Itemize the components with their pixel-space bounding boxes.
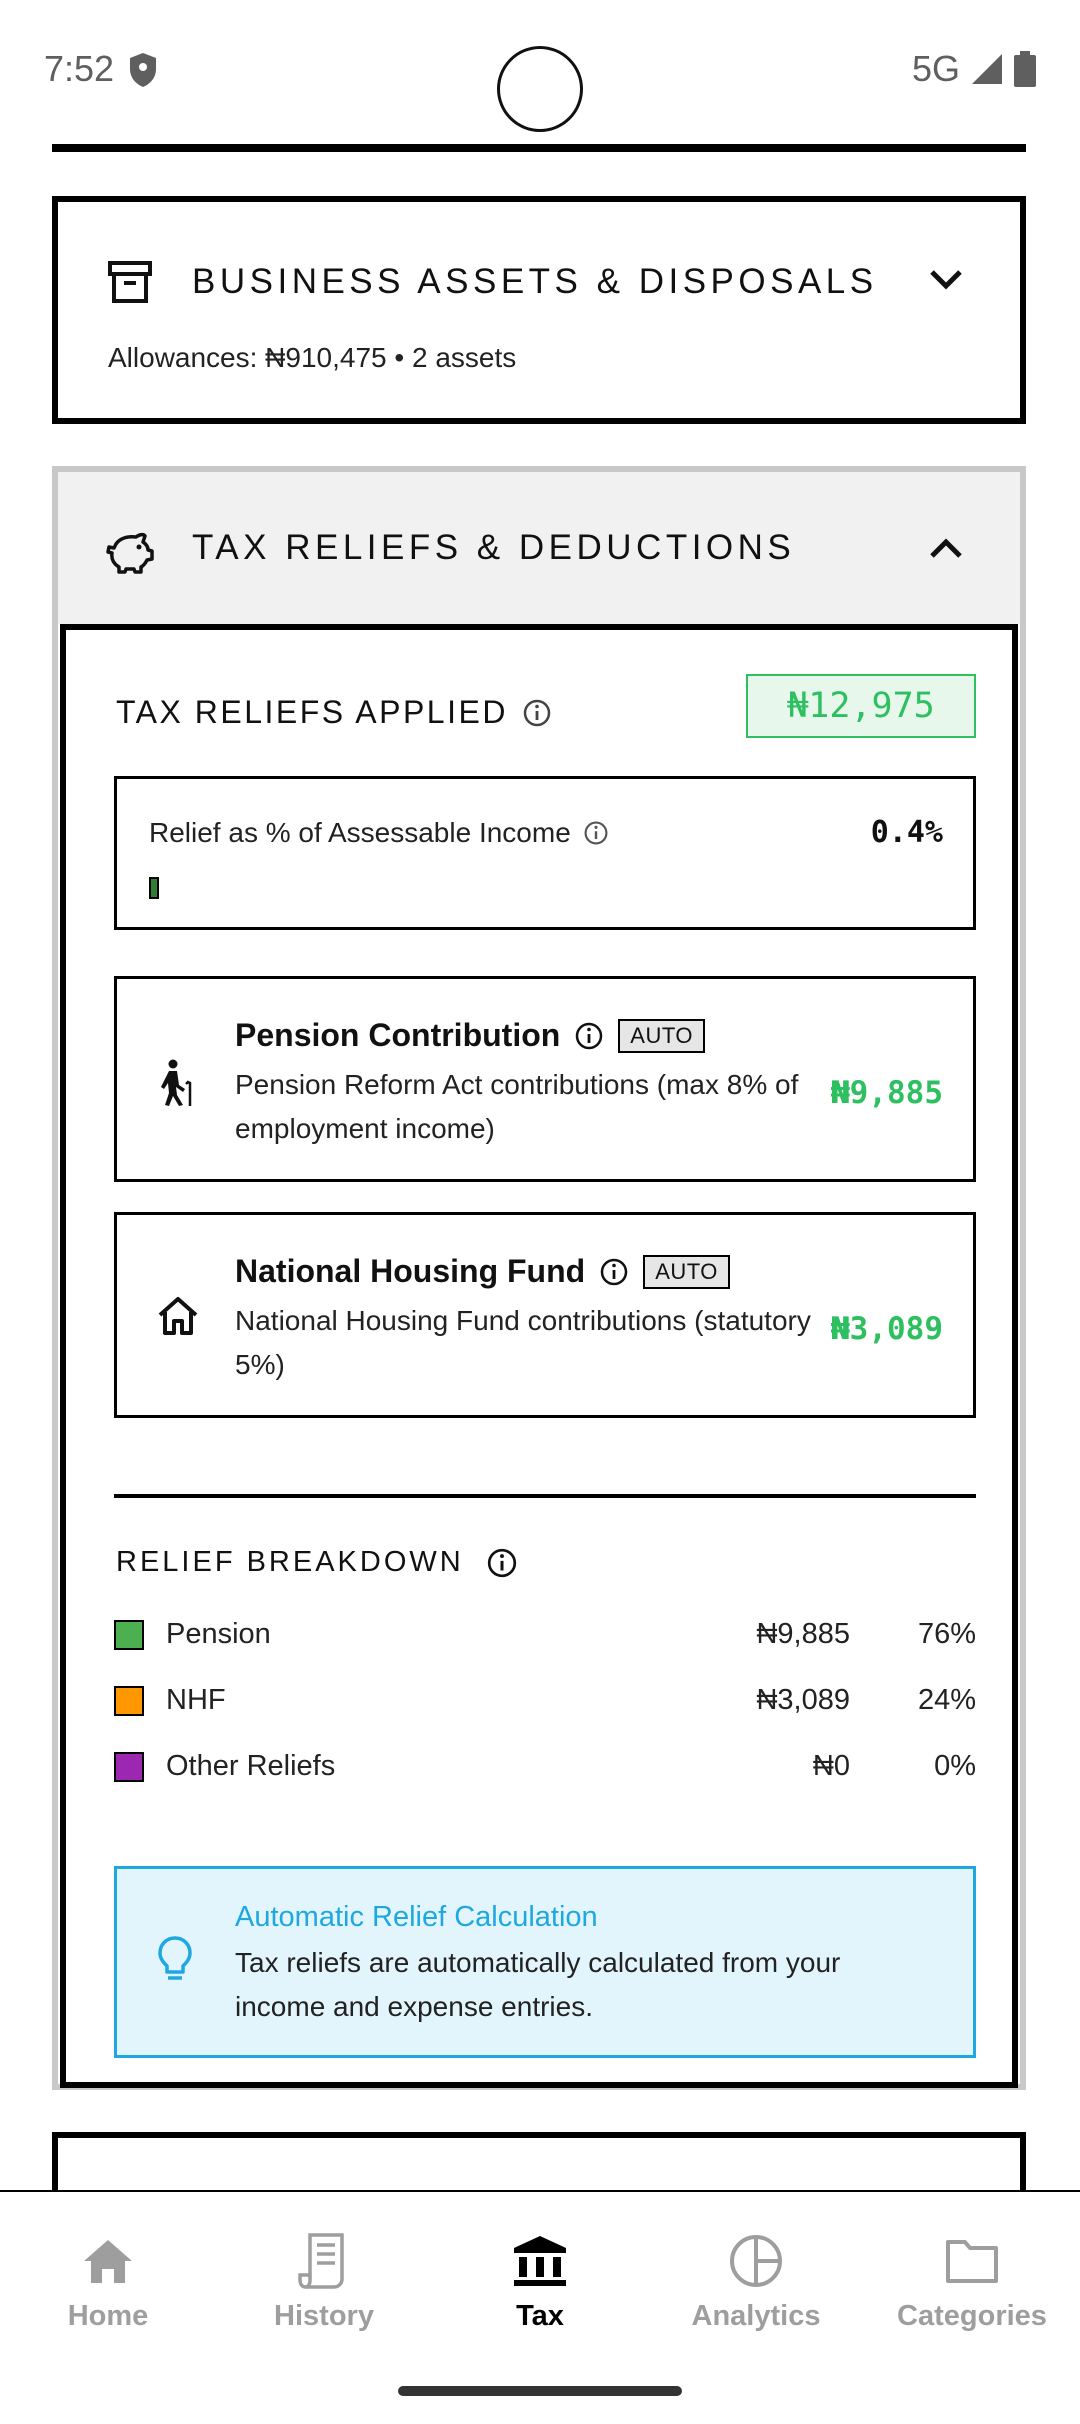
previous-card-bottom-edge xyxy=(52,144,1026,152)
legend-swatch xyxy=(114,1620,144,1650)
tax-reliefs-title: TAX RELIEFS & DEDUCTIONS xyxy=(192,528,796,567)
lightbulb-icon xyxy=(157,1935,193,1983)
status-time: 7:52 xyxy=(44,48,115,89)
chevron-down-icon[interactable] xyxy=(928,268,964,292)
breakdown-amount: ₦9,885 xyxy=(756,1618,850,1650)
info-icon[interactable] xyxy=(522,698,552,728)
nhf-title: National Housing Fund xyxy=(235,1253,586,1289)
pension-description: Pension Reform Act contributions (max 8% of employment income) xyxy=(235,1069,799,1144)
piggy-bank-icon xyxy=(106,528,154,576)
business-assets-summary: Allowances: ₦910,475 • 2 assets xyxy=(108,342,517,373)
nav-history-label: History xyxy=(274,2300,374,2332)
info-icon[interactable] xyxy=(486,1547,518,1579)
breakdown-percent: 76% xyxy=(917,1618,976,1650)
nav-categories[interactable] xyxy=(864,2192,1080,2362)
breakdown-percent: 24% xyxy=(917,1684,976,1716)
relief-breakdown-label: RELIEF BREAKDOWN xyxy=(116,1546,464,1578)
relief-item-pension[interactable] xyxy=(114,976,976,1182)
network-type: 5G xyxy=(911,48,960,89)
relief-percent-label: Relief as % of Assessable Income xyxy=(149,817,571,848)
breakdown-row-nhf xyxy=(114,1682,976,1722)
section-divider xyxy=(114,1494,976,1498)
nav-tax-label: Tax xyxy=(516,2300,564,2332)
relief-percent-box xyxy=(114,776,976,930)
breakdown-amount: ₦3,089 xyxy=(756,1684,850,1716)
receipt-icon xyxy=(298,2233,350,2289)
shield-icon xyxy=(128,52,158,88)
battery-icon xyxy=(1014,51,1036,87)
tax-reliefs-header[interactable] xyxy=(58,472,1020,624)
bank-icon xyxy=(512,2234,568,2288)
legend-swatch xyxy=(114,1752,144,1782)
reliefs-applied-label: TAX RELIEFS APPLIED xyxy=(116,694,508,730)
nav-history[interactable] xyxy=(216,2192,432,2362)
business-assets-card[interactable] xyxy=(52,196,1026,424)
info-icon[interactable] xyxy=(599,1257,629,1287)
house-icon xyxy=(157,1295,199,1337)
relief-percent-progress-fill xyxy=(149,877,159,899)
folder-icon xyxy=(945,2238,999,2284)
status-indicators xyxy=(912,48,1036,90)
tax-reliefs-content xyxy=(60,624,1018,2088)
chevron-up-icon[interactable] xyxy=(928,536,964,560)
breakdown-percent: 0% xyxy=(934,1750,976,1782)
auto-badge: AUTO xyxy=(618,1019,705,1053)
breakdown-name: NHF xyxy=(166,1684,226,1716)
relief-breakdown-heading xyxy=(116,1546,518,1579)
nhf-description: National Housing Fund contributions (statutory 5%) xyxy=(235,1305,811,1380)
info-icon[interactable] xyxy=(574,1021,604,1051)
relief-percent-progress xyxy=(149,877,945,899)
breakdown-name: Pension xyxy=(166,1618,271,1650)
pension-amount: ₦9,885 xyxy=(831,1075,943,1111)
nav-analytics[interactable] xyxy=(648,2192,864,2362)
legend-swatch xyxy=(114,1686,144,1716)
pension-title-row xyxy=(235,1017,705,1054)
pension-title: Pension Contribution xyxy=(235,1017,561,1053)
nhf-title-row xyxy=(235,1253,730,1290)
front-camera xyxy=(497,46,583,132)
relief-item-nhf[interactable] xyxy=(114,1212,976,1418)
reliefs-applied-heading xyxy=(116,694,552,731)
signal-icon xyxy=(970,52,1004,86)
breakdown-row-other xyxy=(114,1748,976,1788)
nav-tax[interactable] xyxy=(432,2192,648,2362)
relief-percent-label-row xyxy=(149,817,609,849)
breakdown-name: Other Reliefs xyxy=(166,1750,336,1782)
nav-home-label: Home xyxy=(67,2300,149,2332)
nav-categories-label: Categories xyxy=(897,2300,1047,2332)
archive-icon xyxy=(106,258,154,306)
nhf-amount: ₦3,089 xyxy=(831,1311,943,1347)
relief-percent-value: 0.4% xyxy=(870,815,943,850)
auto-badge: AUTO xyxy=(643,1255,730,1289)
nav-home[interactable] xyxy=(0,2192,216,2362)
tax-reliefs-card xyxy=(52,466,1026,2090)
nav-analytics-label: Analytics xyxy=(691,2300,821,2332)
status-bar xyxy=(0,0,1080,140)
home-icon xyxy=(82,2237,134,2285)
info-text: Tax reliefs are automatically calculated from your income and expense entries. xyxy=(235,1947,841,2022)
home-indicator[interactable] xyxy=(398,2386,682,2396)
business-assets-title: BUSINESS ASSETS & DISPOSALS xyxy=(192,262,878,301)
pie-chart-icon xyxy=(729,2234,783,2288)
reliefs-total-badge: ₦12,975 xyxy=(746,674,976,738)
elderly-person-icon xyxy=(157,1059,197,1107)
info-icon[interactable] xyxy=(583,820,609,846)
auto-calculation-info xyxy=(114,1866,976,2058)
info-title: Automatic Relief Calculation xyxy=(235,1901,598,1933)
breakdown-amount: ₦0 xyxy=(812,1750,850,1782)
breakdown-row-pension xyxy=(114,1616,976,1656)
